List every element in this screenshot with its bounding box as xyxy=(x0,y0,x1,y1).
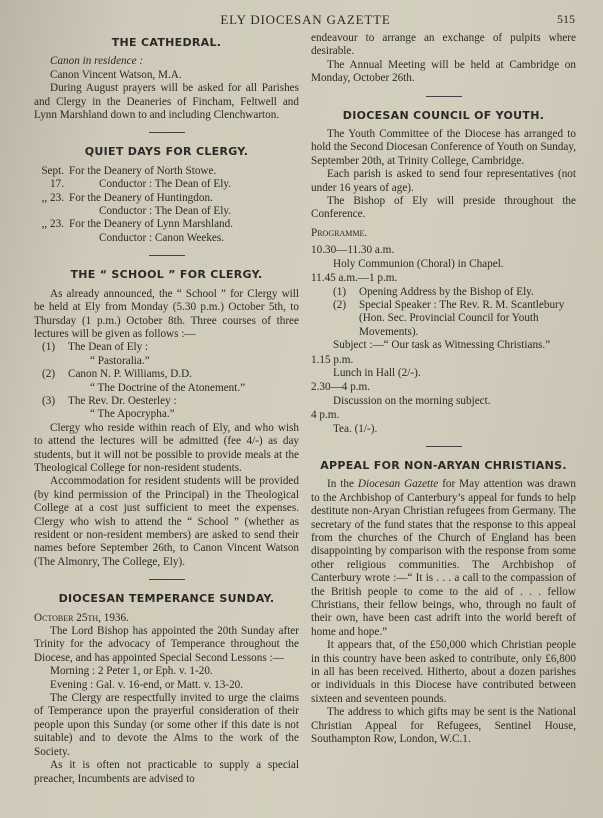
lesson-evening: Evening : Gal. v. 16-end, or Matt. v. 13-20. xyxy=(50,678,244,691)
appeal-para xyxy=(311,478,576,639)
programme-subitem xyxy=(311,299,576,339)
lesson-morning: Morning : 2 Peter 1, or Eph. v. 1-20. xyxy=(50,665,213,678)
quiet-day-conductor: Conductor : The Dean of Ely. xyxy=(99,205,232,218)
school-intro: As already announced, the “ School ” for Clergy will be held at Ely from Monday (5.30 p.m.) October 5th, to Thursday (1 p.m.) October 8th. Three courses of three lectures will be given as follows :— xyxy=(34,287,299,340)
quiet-day-date: ,, 23. xyxy=(41,218,64,231)
appeal-heading: APPEAL FOR NON-ARYAN CHRISTIANS. xyxy=(320,458,567,472)
quiet-day-conductor: Conductor : Canon Weekes. xyxy=(99,231,225,244)
temperance-para: As it is often not practicable to supply a special preacher, Incumbents are advised to xyxy=(34,759,299,785)
appeal-para: The address to which gifts may be sent is the National Christian Appeal for Refugees, Sentinel House, Southampton Row, London, W.C.1. xyxy=(311,706,576,746)
page-header xyxy=(34,10,577,32)
programme-item xyxy=(311,272,576,352)
programme-time: 1.15 p.m. xyxy=(311,353,354,366)
section-divider xyxy=(149,579,185,580)
lecturer: Canon N. P. Williams, D.D. xyxy=(68,368,192,381)
programme-subtext: Special Speaker : The Rev. R. M. Scantlebury (Hon. Sec. Provincial Council for Youth Movements). xyxy=(359,298,565,338)
temperance-date: October 25th, 1936. xyxy=(34,611,129,624)
gazette-title-italic: Diocesan Gazette xyxy=(357,478,439,491)
school-para: Clergy who reside within reach of Ely, and who wish to attend the lectures will be admitted (fee 4/-) as day students, but it will not be possible to provide meals at the Theological College for non-resident students. xyxy=(34,421,299,474)
programme-subnum: (2) xyxy=(333,298,347,311)
cathedral-body: During August prayers will be asked for all Parishes and Clergy in the Deaneries of Fincham, Feltwell and Lynn Marshland down to and including Clenchwarton. xyxy=(34,82,299,122)
lecture-item xyxy=(34,341,299,368)
appeal-para: It appears that, of the £50,000 which Christian people in this country have been asked to contribute, only £6,800 in all has been received. Hitherto, about a dozen parishes or individuals in this Diocese have contributed between sixteen and seventeen pounds. xyxy=(311,639,576,705)
quiet-day-item xyxy=(34,165,299,192)
programme-line: Holy Communion (Choral) in Chapel. xyxy=(333,257,504,270)
lecture-title: “ The Doctrine of the Atonement.” xyxy=(90,381,246,394)
lecture-title: “ Pastoralia.” xyxy=(90,354,150,367)
right-column xyxy=(311,32,576,786)
school-para: Accommodation for resident students will be provided (by kind permission of the Principal) in the Theological College at a cost just sufficient to meet the expenses. Clergy who wish to attend the “ School ” (whether as resident or non-resident members) are asked to send their names before September 26th, to Canon Vincent Watson (The Almonry, The College, Ely). xyxy=(34,475,299,568)
quiet-day-item xyxy=(34,218,299,245)
quiet-day-text: For the Deanery of North Stowe. xyxy=(69,164,217,177)
programme-time: 4 p.m. xyxy=(311,409,340,422)
section-divider xyxy=(149,132,185,133)
quiet-day-text: For the Deanery of Lynn Marshland. xyxy=(69,218,234,231)
programme-line: Lunch in Hall (2/-). xyxy=(333,366,421,379)
quiet-day-date: Sept. 17. xyxy=(41,164,64,191)
programme-subitem xyxy=(311,286,576,299)
youth-para: Each parish is asked to send four representatives (not under 16 years of age). xyxy=(311,168,576,194)
quiet-day-date: ,, 23. xyxy=(41,191,64,204)
lecturer: The Rev. Dr. Oesterley : xyxy=(68,394,177,407)
school-heading: THE “ SCHOOL ” FOR CLERGY. xyxy=(70,268,263,282)
annual-meeting: The Annual Meeting will be held at Cambridge on Monday, October 26th. xyxy=(311,58,576,85)
programme-item xyxy=(311,244,576,271)
temperance-para: The Clergy are respectfully invited to urge the claims of Temperance upon the prayerful consideration of their people upon this Sunday (or some other if this date is not suitable) and to devote the Alms to the work of the Society. xyxy=(34,692,299,758)
appeal-text: In the xyxy=(327,478,358,491)
left-column xyxy=(34,32,299,786)
canon-name: Canon Vincent Watson, M.A. xyxy=(50,68,182,81)
programme-label: Programme. xyxy=(311,226,368,239)
lecturer: The Dean of Ely : xyxy=(68,341,149,354)
section-divider xyxy=(426,446,462,447)
programme-time: 10.30—11.30 a.m. xyxy=(311,244,395,257)
continued-text: endeavour to arrange an exchange of pulpits where desirable. xyxy=(311,32,576,58)
programme-time: 2.30—4 p.m. xyxy=(311,381,371,394)
cathedral-heading: THE CATHEDRAL. xyxy=(111,36,222,49)
youth-para: The Bishop of Ely will preside throughout the Conference. xyxy=(311,195,576,221)
quiet-day-conductor: Conductor : The Dean of Ely. xyxy=(99,178,232,191)
temperance-para: The Lord Bishop has appointed the 20th Sunday after Trinity for the advocacy of Temperance throughout the Diocese, and has appointed Special Second Lessons :— xyxy=(34,625,299,664)
temperance-heading: DIOCESAN TEMPERANCE SUNDAY. xyxy=(58,592,275,606)
programme-time: 11.45 a.m.—1 p.m. xyxy=(311,272,398,285)
appeal-text: for May attention was drawn to the Archbishop of Canterbury’s appeal for funds to help destitute non-Aryan Christian refugees from Germany. The secretary of the fund states that the response to this appeal from the churches of the Church of England has been disappointing by comparison with the response from some other religious communities. The Archbishop of Canterbury wrote :—“ It is . . . a call to the compassion of the British people to come to the aid of . . . fellow Christians, their fellow beings, who, through no fault of their own, have been cast adrift into the world bereft of home and hope.” xyxy=(311,478,576,638)
youth-heading: DIOCESAN COUNCIL OF YOUTH. xyxy=(342,108,545,122)
lecture-item xyxy=(34,395,299,422)
programme-subnum: (1) xyxy=(333,285,347,298)
section-divider xyxy=(149,255,185,256)
lecture-item xyxy=(34,368,299,395)
lecture-title: “ The Apocrypha.” xyxy=(90,408,175,421)
quiet-day-text: For the Deanery of Huntingdon. xyxy=(69,191,213,204)
lecture-num: (3) xyxy=(42,394,56,407)
canon-label: Canon in residence : xyxy=(50,55,144,68)
programme-line: Tea. (1/-). xyxy=(333,422,378,435)
programme-subject: Subject :—“ Our task as Witnessing Christians.” xyxy=(333,339,551,352)
programme-item xyxy=(311,354,576,381)
running-title: ELY DIOCESAN GAZETTE xyxy=(220,12,391,27)
programme-line: Discussion on the morning subject. xyxy=(333,394,491,407)
section-divider xyxy=(426,96,462,97)
youth-para: The Youth Committee of the Diocese has arranged to hold the Second Diocesan Conference of Youth on Sunday, September 20th, at Trinity College, Cambridge. xyxy=(311,128,576,167)
programme-item xyxy=(311,409,576,436)
quiet-day-item xyxy=(34,192,299,219)
lecture-num: (1) xyxy=(42,341,56,354)
page-number: 515 xyxy=(557,12,575,26)
programme-subtext: Opening Address by the Bishop of Ely. xyxy=(359,285,534,298)
programme-item xyxy=(311,381,576,408)
lecture-num: (2) xyxy=(42,368,56,381)
quiet-days-heading: QUIET DAYS FOR CLERGY. xyxy=(84,145,249,159)
